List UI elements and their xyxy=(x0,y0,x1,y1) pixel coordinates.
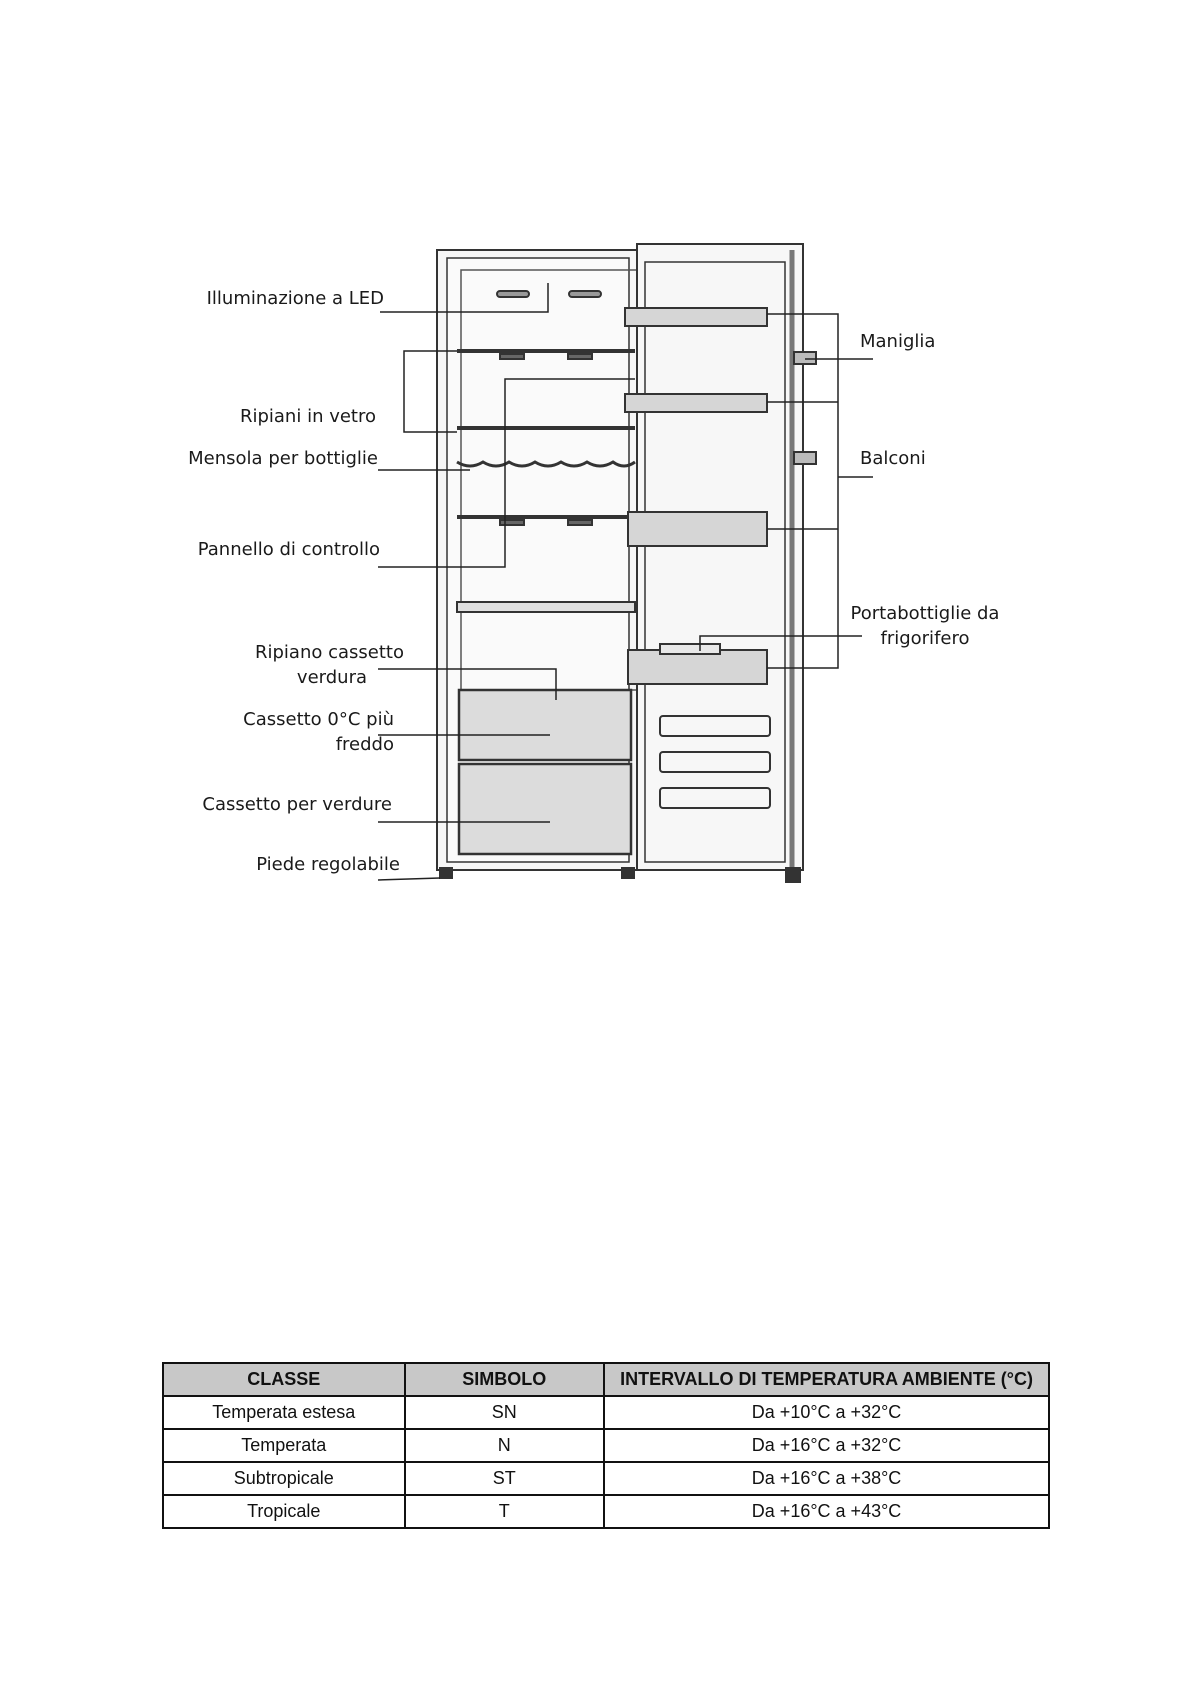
fridge-door xyxy=(625,244,816,882)
label-handle: Maniglia xyxy=(860,331,936,352)
cell-classe: Tropicale xyxy=(163,1495,405,1528)
label-glass-shelves: Ripiani in vetro xyxy=(239,406,376,427)
label-bottle-shelf: Mensola per bottiglie xyxy=(188,448,378,469)
climate-class-table xyxy=(162,1362,1050,1529)
label-cold-drawer-line1: Cassetto 0°C più xyxy=(243,709,394,730)
cell-intervallo: Da +10°C a +32°C xyxy=(604,1396,1049,1429)
label-control-panel: Pannello di controllo xyxy=(197,539,380,560)
cell-classe: Subtropicale xyxy=(163,1462,405,1495)
cell-simbolo: SN xyxy=(405,1396,605,1429)
cell-classe: Temperata xyxy=(163,1429,405,1462)
table-row xyxy=(163,1462,1049,1495)
label-bottle-holder xyxy=(845,601,1005,651)
table-row xyxy=(163,1396,1049,1429)
label-bottle-holder-line1: Portabottiglie da xyxy=(850,603,1000,624)
cell-classe: Temperata estesa xyxy=(163,1396,405,1429)
cell-simbolo: T xyxy=(405,1495,605,1528)
label-foot: Piede regolabile xyxy=(256,854,400,875)
cell-intervallo: Da +16°C a +43°C xyxy=(604,1495,1049,1528)
label-cold-drawer xyxy=(220,707,394,757)
label-cold-drawer-line2: freddo xyxy=(335,734,394,755)
cell-intervallo: Da +16°C a +38°C xyxy=(604,1462,1049,1495)
fridge-cabinet xyxy=(437,250,639,878)
label-veg-drawer: Cassetto per verdure xyxy=(202,794,392,815)
table-row xyxy=(163,1429,1049,1462)
table-row xyxy=(163,1495,1049,1528)
header-classe: CLASSE xyxy=(163,1363,405,1396)
cell-simbolo: ST xyxy=(405,1462,605,1495)
label-crisper-shelf-line1: Ripiano cassetto xyxy=(255,642,404,663)
cell-intervallo: Da +16°C a +32°C xyxy=(604,1429,1049,1462)
label-bottle-holder-line2: frigorifero xyxy=(880,628,970,649)
label-led: Illuminazione a LED xyxy=(206,288,384,309)
cell-simbolo: N xyxy=(405,1429,605,1462)
header-intervallo: INTERVALLO DI TEMPERATURA AMBIENTE (°C) xyxy=(604,1363,1049,1396)
header-simbolo: SIMBOLO xyxy=(405,1363,605,1396)
label-crisper-shelf-line2: verdura xyxy=(296,667,367,688)
label-crisper-shelf xyxy=(220,640,404,690)
table-header-row xyxy=(163,1363,1049,1396)
label-balconies: Balconi xyxy=(860,448,926,469)
